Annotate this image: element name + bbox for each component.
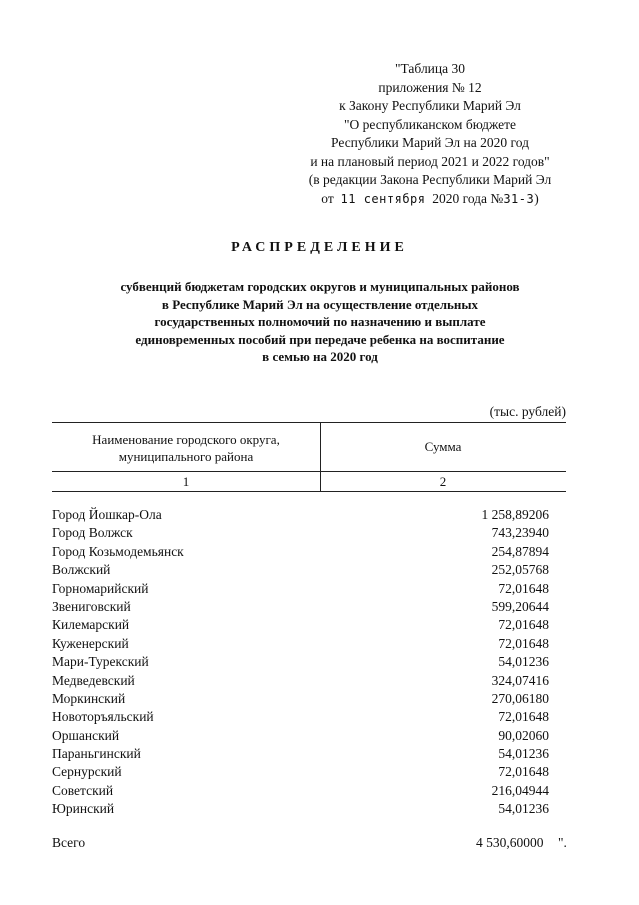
district-name: Звениговский [52,598,131,614]
district-amount: 216,04944 [491,782,549,798]
subtitle-line: в семью на 2020 год [262,349,378,364]
district-amount: 54,01236 [498,801,549,817]
table-row [52,524,549,542]
subtitle-line: государственных полномочий по назначению и выплате [154,314,486,329]
column-header-amount: Сумма [424,439,462,454]
table-row [52,653,549,671]
district-amount: 54,01236 [498,654,549,670]
table-row [52,727,549,745]
table-row [52,543,549,561]
table-row [52,506,549,524]
table-header [52,422,566,492]
district-amount: 1 258,89206 [481,507,549,522]
document-header [290,60,570,208]
district-name: Мари-Турекский [52,654,149,670]
handwritten-date: 11 сентября [340,191,426,206]
district-amount: 72,01648 [498,635,549,651]
table-row [52,763,549,781]
units-label: (тыс. рублей) [489,404,566,419]
district-name: Горномарийский [52,580,149,596]
district-name: Город Волжск [52,525,133,541]
district-name: Куженерский [52,635,129,651]
district-name: Оршанский [52,727,120,743]
table-row [52,672,549,690]
table-row [52,745,549,763]
district-amount: 72,01648 [498,709,549,725]
document-title: РАСПРЕДЕЛЕНИЕ [231,240,408,255]
subtitle-line: субвенций бюджетам городских округов и муниципальных районов [120,279,520,294]
district-name: Юринский [52,801,115,817]
header-line: "Таблица 30 [395,61,465,76]
district-name: Волжский [52,562,111,578]
table-row [52,561,549,579]
table-row [52,635,549,653]
column-header-name [52,431,320,465]
district-amount: 599,20644 [491,598,549,614]
column-header-line: муниципального района [118,449,254,464]
header-rule [52,471,566,472]
column-number-2: 2 [439,474,447,489]
district-amount: 72,01648 [498,580,549,596]
district-name: Советский [52,782,114,798]
district-name: Город Козьмодемьянск [52,543,184,559]
date-close: ) [534,190,539,206]
header-line: к Закону Республики Марий Эл [339,98,521,113]
table-row [52,690,549,708]
district-amount: 54,01236 [498,746,549,762]
subtitle-line: единовременных пособий при передаче ребенка на воспитание [135,331,505,347]
district-name: Город Йошкар-Ола [52,507,162,522]
district-name: Медведевский [52,672,135,688]
document-subtitle [60,278,580,366]
district-amount: 252,05768 [491,562,549,578]
district-amount: 324,07416 [491,672,549,688]
table-row [52,800,549,818]
closing-quote: ". [558,835,567,850]
date-prefix: от [321,190,334,206]
table-row [52,616,549,634]
table-row [52,598,549,616]
header-line: и на плановый период 2021 и 2022 годов" [310,153,550,169]
district-amount: 743,23940 [491,525,549,541]
table-row [52,782,549,800]
column-header-line: Наименование городского округа, [92,432,280,447]
district-name: Килемарский [52,617,130,633]
district-amount: 72,01648 [498,617,549,633]
district-name: Моркинский [52,690,126,706]
table-body [52,506,549,819]
total-label: Всего [52,835,86,850]
handwritten-law-number: 31-З [503,191,535,206]
header-line: приложения № 12 [378,79,482,95]
district-name: Параньгинский [52,746,141,762]
district-amount: 270,06180 [491,690,549,706]
header-line: "О республиканском бюджете [343,116,516,132]
district-name: Новоторъяльский [52,709,154,725]
total-value: 4 530,60000 [476,835,544,850]
district-amount: 254,87894 [491,543,549,559]
table-row [52,708,549,726]
subtitle-line: в Республике Марий Эл на осуществление отдельных [161,296,479,312]
table-row [52,580,549,598]
district-amount: 72,01648 [498,764,549,780]
header-line: Республики Марий Эл на 2020 год [331,135,529,150]
district-name: Сернурский [52,764,122,780]
header-date-line [290,190,570,209]
district-amount: 90,02060 [498,727,549,743]
date-suffix: 2020 года № [432,190,504,206]
header-line: (в редакции Закона Республики Марий Эл [308,172,552,187]
column-number-1: 1 [182,474,190,489]
